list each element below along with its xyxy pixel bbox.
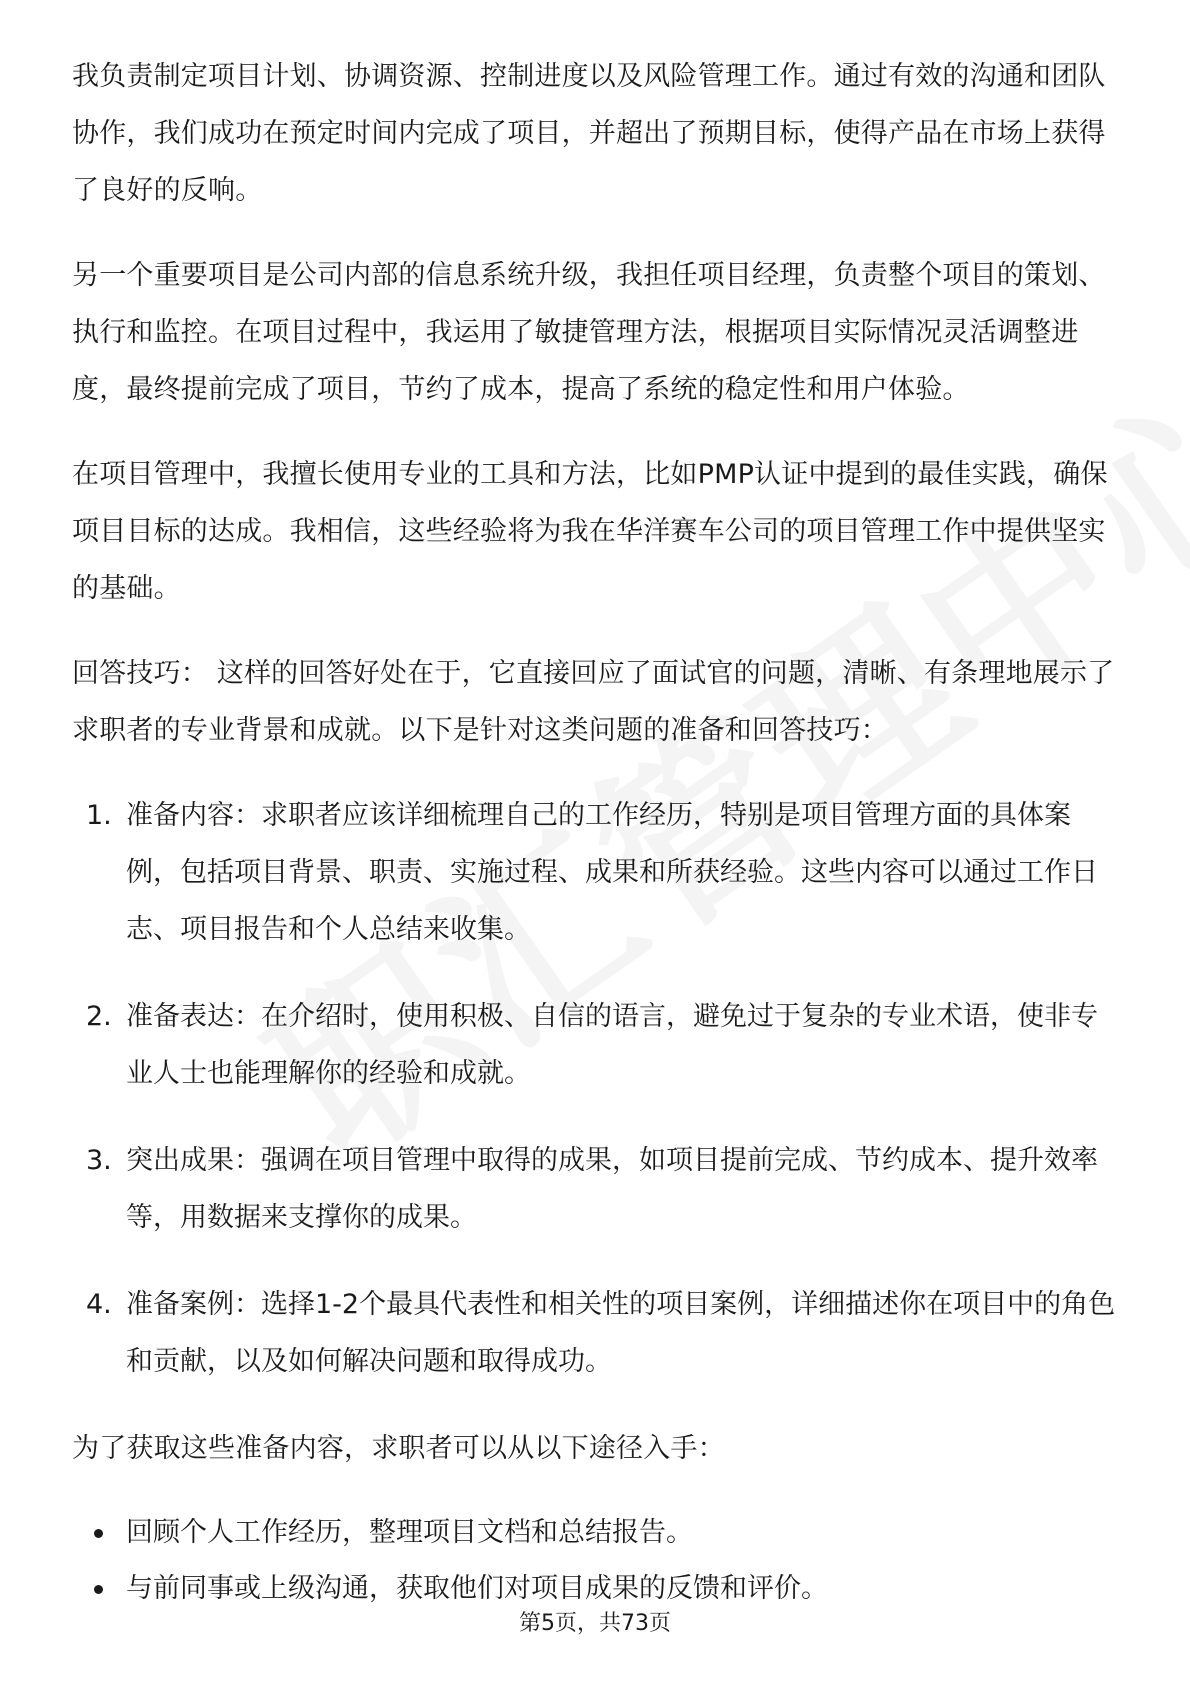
bullet-icon <box>94 1529 103 1538</box>
list-item-text: 准备表达：在介绍时，使用积极、自信的语言，避免过于复杂的专业术语，使非专业人士也能理解你的经验和成就。 <box>126 1001 1098 1089</box>
paragraph-answer-tips: 回答技巧： 这样的回答好处在于，它直接回应了面试官的问题，清晰、有条理地展示了求职者的专业背景和成就。以下是针对这类问题的准备和回答技巧： <box>72 658 1115 746</box>
list-item-text: 突出成果：强调在项目管理中取得的成果，如项目提前完成、节约成本、提升效率等，用数据来支撑你的成果。 <box>126 1145 1098 1233</box>
list-item <box>72 1132 1120 1246</box>
tips-list <box>72 787 1120 1390</box>
ways-list <box>72 1505 1120 1617</box>
list-item-text: 与前同事或上级沟通，获取他们对项目成果的反馈和评价。 <box>126 1573 828 1604</box>
list-item-number: 3. <box>86 1145 112 1176</box>
list-item-text: 回顾个人工作经历，整理项目文档和总结报告。 <box>126 1517 693 1548</box>
paragraph-pm-tools: 在项目管理中，我擅长使用专业的工具和方法，比如PMP认证中提到的最佳实践，确保项目目标的达成。我相信，这些经验将为我在华洋赛车公司的项目管理工作中提供坚实的基础。 <box>72 459 1108 604</box>
bullet-icon <box>94 1585 103 1594</box>
paragraph-system-upgrade: 另一个重要项目是公司内部的信息系统升级，我担任项目经理，负责整个项目的策划、执行和监控。在项目过程中，我运用了敏捷管理方法，根据项目实际情况灵活调整进度，最终提前完成了项目，节约了成本，提高了系统的稳定性和用户体验。 <box>72 260 1106 405</box>
list-item <box>72 787 1120 958</box>
list-item <box>72 1276 1120 1390</box>
list-item-text: 准备内容：求职者应该详细梳理自己的工作经历，特别是项目管理方面的具体案例，包括项目背景、职责、实施过程、成果和所获经验。这些内容可以通过工作日志、项目报告和个人总结来收集。 <box>126 800 1098 945</box>
list-item <box>72 1505 1120 1561</box>
list-item-number: 4. <box>86 1289 112 1320</box>
list-item-number: 2. <box>86 1001 112 1032</box>
list-item-text: 准备案例：选择1-2个最具代表性和相关性的项目案例，详细描述你在项目中的角色和贡献，以及如何解决问题和取得成功。 <box>126 1289 1116 1377</box>
list-item <box>72 988 1120 1102</box>
page-number-footer: 第5页，共73页 <box>519 1611 671 1636</box>
paragraph-project-plan: 我负责制定项目计划、协调资源、控制进度以及风险管理工作。通过有效的沟通和团队协作，我们成功在预定时间内完成了项目，并超出了预期目标，使得产品在市场上获得了良好的反响。 <box>72 61 1106 206</box>
paragraph-ways-intro: 为了获取这些准备内容，求职者可以从以下途径入手： <box>72 1433 725 1464</box>
document-body <box>72 48 1120 1617</box>
list-item-number: 1. <box>86 800 112 831</box>
